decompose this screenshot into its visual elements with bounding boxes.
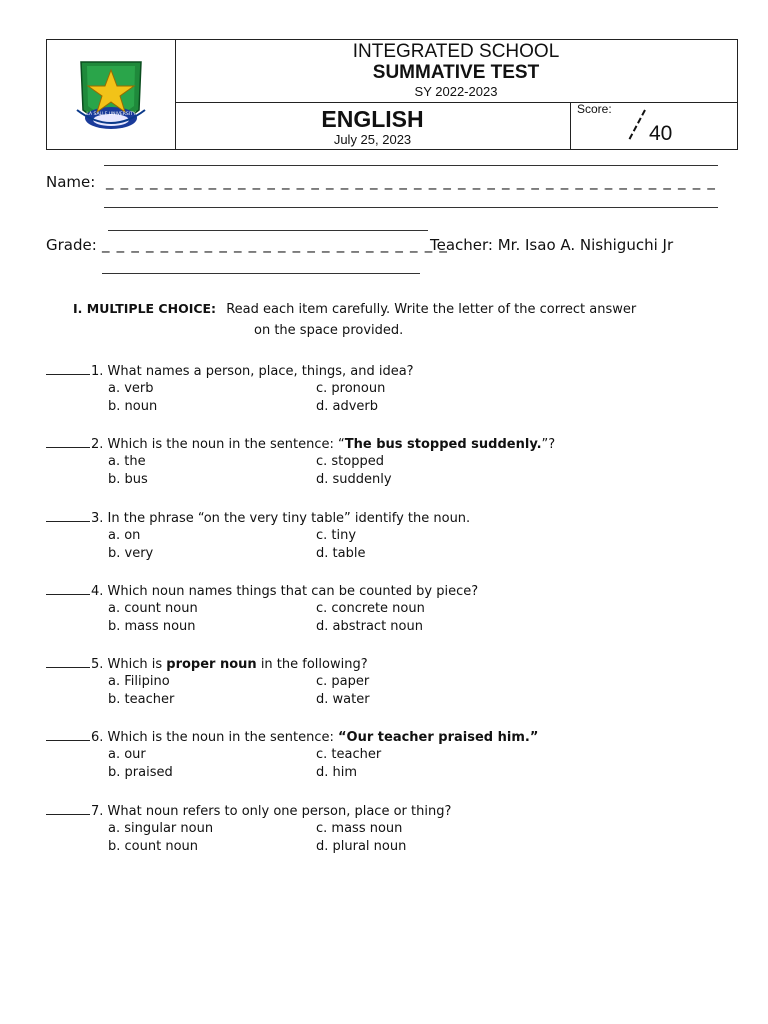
options-row-2 <box>46 764 726 782</box>
answer-blank[interactable] <box>46 802 90 815</box>
option-d: d. water <box>316 692 370 707</box>
question-text: 2. Which is the noun in the sentence: “ <box>91 437 345 452</box>
school-logo <box>47 40 175 149</box>
options-row-1 <box>46 527 726 545</box>
grade-line-bottom <box>102 273 420 274</box>
option-c: c. stopped <box>316 454 384 469</box>
question-item <box>46 362 726 416</box>
answer-blank[interactable] <box>46 728 90 741</box>
option-a: a. Filipino <box>108 674 170 689</box>
test-title: SUMMATIVE TEST <box>372 62 540 83</box>
options-row-2 <box>46 471 726 489</box>
option-d: d. table <box>316 546 366 561</box>
answer-blank[interactable] <box>46 582 90 595</box>
name-label: Name: <box>46 173 96 191</box>
grade-field[interactable]: _ _ _ _ _ _ _ _ _ _ _ _ _ _ _ _ _ _ _ _ _ _ _ _ <box>102 235 449 253</box>
grade-label: Grade: <box>46 236 97 254</box>
question-stem <box>46 728 726 746</box>
options-row-2 <box>46 691 726 709</box>
options-row-1 <box>46 820 726 838</box>
question-stem <box>46 362 726 380</box>
options-row-1 <box>46 746 726 764</box>
question-text: 6. Which is the noun in the sentence: <box>91 730 338 745</box>
option-d: d. him <box>316 765 358 780</box>
option-b: b. mass noun <box>108 619 196 634</box>
teacher-label: Teacher: Mr. Isao A. Nishiguchi Jr <box>430 236 674 254</box>
options-row-2 <box>46 545 726 563</box>
school-year: SY 2022-2023 <box>414 84 498 99</box>
option-d: d. adverb <box>316 399 379 414</box>
school-name: INTEGRATED SCHOOL <box>352 41 560 62</box>
option-a: a. count noun <box>108 601 198 616</box>
subject-title: ENGLISH <box>321 106 424 132</box>
school-logo-cell <box>47 40 176 149</box>
options-row-2 <box>46 618 726 636</box>
option-a: a. verb <box>108 381 154 396</box>
question-emphasis: proper noun <box>166 657 257 672</box>
question-item <box>46 582 726 636</box>
option-c: c. tiny <box>316 528 357 543</box>
question-stem <box>46 435 726 453</box>
question-stem <box>46 802 726 820</box>
answer-blank[interactable] <box>46 655 90 668</box>
question-emphasis: “Our teacher praised him.” <box>338 730 539 745</box>
question-text: 5. Which is <box>91 657 167 672</box>
question-stem <box>46 655 726 673</box>
option-c: c. mass noun <box>316 821 403 836</box>
subject-cell <box>175 102 571 149</box>
option-b: b. bus <box>108 472 148 487</box>
question-text: 3. In the phrase “on the very tiny table” identify the noun. <box>91 511 471 526</box>
score-label: Score: <box>577 102 612 116</box>
options-row-2 <box>46 838 726 856</box>
question-stem <box>46 509 726 527</box>
question-item <box>46 802 726 856</box>
answer-blank[interactable] <box>46 435 90 448</box>
question-item <box>46 435 726 489</box>
option-d: d. plural noun <box>316 839 407 854</box>
option-a: a. singular noun <box>108 821 214 836</box>
name-field[interactable]: _ _ _ _ _ _ _ _ _ _ _ _ _ _ _ _ _ _ _ _ _ _ _ _ _ _ _ _ _ _ _ _ _ _ _ _ _ _ _ _ _ _ <box>106 172 717 190</box>
score-slash-icon <box>625 108 649 142</box>
answer-blank[interactable] <box>46 509 90 522</box>
option-b: b. teacher <box>108 692 175 707</box>
name-line-extra <box>108 230 428 231</box>
question-stem <box>46 582 726 600</box>
name-line-top <box>104 165 718 166</box>
question-item <box>46 509 726 563</box>
answer-blank[interactable] <box>46 362 90 375</box>
test-header <box>46 39 738 150</box>
option-b: b. very <box>108 546 154 561</box>
option-a: a. on <box>108 528 141 543</box>
score-cell <box>571 102 737 149</box>
question-text-end: in the following? <box>256 657 368 672</box>
name-line-bottom <box>104 207 718 208</box>
option-a: a. our <box>108 747 146 762</box>
title-cell <box>175 40 737 103</box>
option-c: c. paper <box>316 674 370 689</box>
options-row-1 <box>46 600 726 618</box>
option-d: d. suddenly <box>316 472 392 487</box>
instructions-text: Read each item carefully. Write the letter of the correct answer <box>226 302 637 317</box>
option-c: c. teacher <box>316 747 382 762</box>
question-item <box>46 728 726 782</box>
option-b: b. noun <box>108 399 158 414</box>
options-row-1 <box>46 380 726 398</box>
question-text-end: ”? <box>541 437 556 452</box>
option-c: c. pronoun <box>316 381 386 396</box>
option-a: a. the <box>108 454 146 469</box>
question-item <box>46 655 726 709</box>
option-b: b. praised <box>108 765 173 780</box>
question-emphasis: The bus stopped suddenly. <box>344 437 542 452</box>
option-c: c. concrete noun <box>316 601 425 616</box>
option-b: b. count noun <box>108 839 198 854</box>
options-row-1 <box>46 673 726 691</box>
options-row-2 <box>46 398 726 416</box>
instructions <box>73 298 723 341</box>
instructions-text-2: on the space provided. <box>254 323 404 338</box>
option-d: d. abstract noun <box>316 619 423 634</box>
question-text: 7. What noun refers to only one person, place or thing? <box>91 804 452 819</box>
question-text: 4. Which noun names things that can be counted by piece? <box>91 584 479 599</box>
score-max: 40 <box>649 122 673 145</box>
logo-text: LA SALLE UNIVERSITY <box>86 112 136 117</box>
question-text: 1. What names a person, place, things, and idea? <box>91 364 414 379</box>
options-row-1 <box>46 453 726 471</box>
test-date: July 25, 2023 <box>333 132 412 147</box>
section-heading: I. MULTIPLE CHOICE: <box>73 301 217 316</box>
